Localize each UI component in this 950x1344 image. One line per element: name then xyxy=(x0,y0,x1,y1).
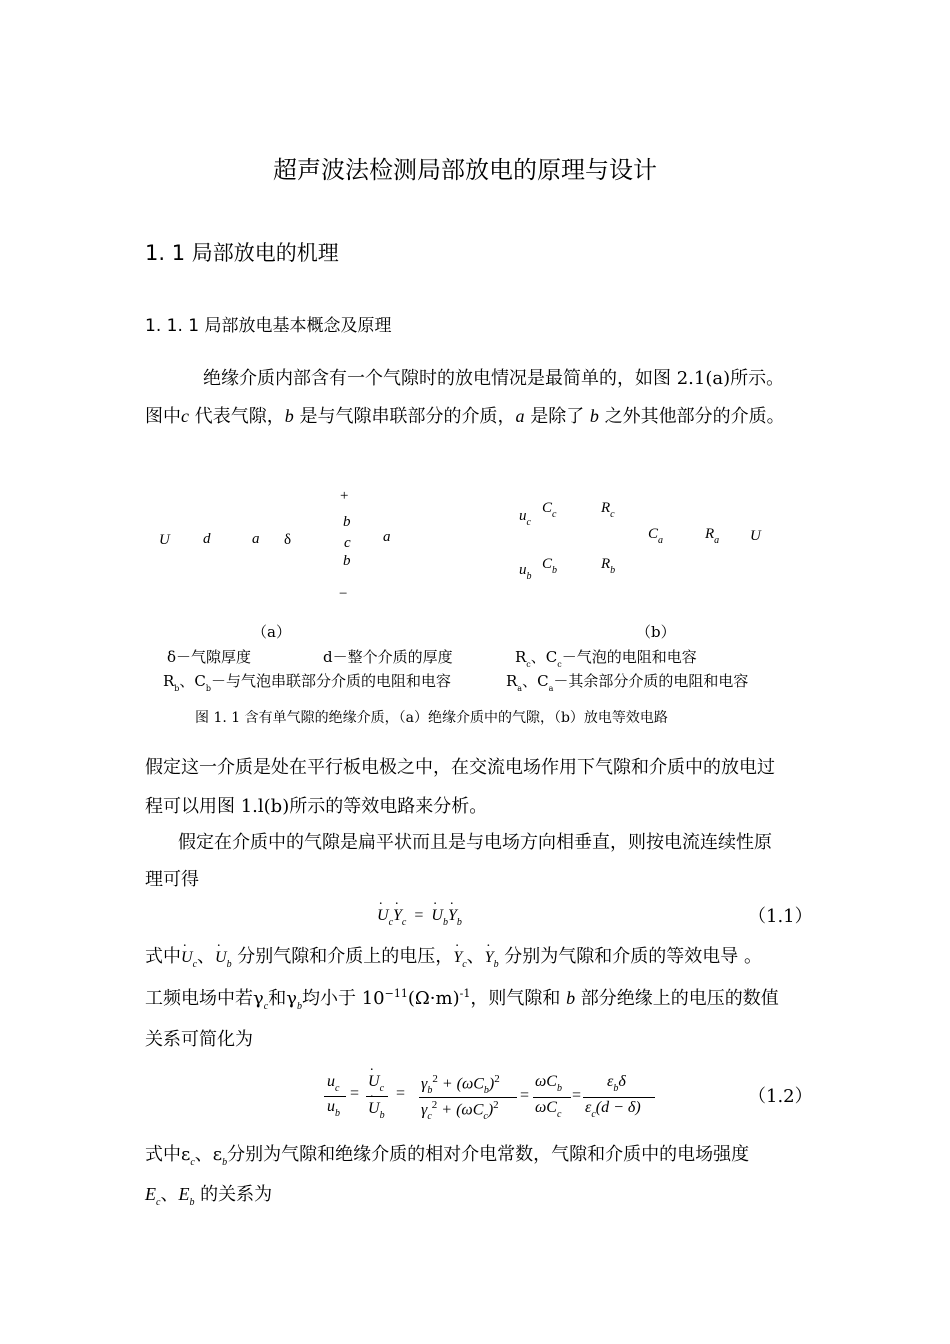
fig-b-label-Rc: $R_c$ xyxy=(601,500,615,520)
fig-a-label-delta: δ xyxy=(284,532,292,548)
paragraph-2-line-2: 程可以用图 1.l(b)所示的等效电路来分析。 xyxy=(145,796,488,817)
legend-rb-cb: $R_b$、$C_b-$与气泡串联部分介质的电阻和电容 xyxy=(163,672,452,693)
subsection-heading: 1. 1. 1 局部放电基本概念及原理 xyxy=(145,316,392,336)
var-b: b xyxy=(589,406,599,426)
page-title: 超声波法检测局部放电的原理与设计 xyxy=(273,156,657,184)
fig-a-label-plus: + xyxy=(340,488,349,504)
paragraph-5-line-1: 式中$\varepsilon_c$、$\varepsilon_b$分别为气隙和绝缘介质的相对介电常数，气隙和介质中的电场强度 xyxy=(145,1144,750,1168)
fig-b-label-Rb: $R_b$ xyxy=(601,556,616,576)
paragraph-4-line-2: 工频电场中若$\gamma_c$和$\gamma_b$均小于 $10^{-11}(\Omega\cdot m)^{-1}$，则气隙和 b 部分绝缘上的电压的数值 xyxy=(145,987,779,1012)
equation-1-1-number: （1.1） xyxy=(748,906,813,927)
equation-1-2-number: （1.2） xyxy=(748,1086,813,1107)
paragraph-1-line-1: 绝缘介质内部含有一个气隙时的放电情况是最简单的，如图 2.1(a)所示。 xyxy=(203,368,785,389)
fig-b-label-uc: $u_c$ xyxy=(519,508,531,528)
text: 之外其他部分的介质。 xyxy=(598,406,785,427)
fig-a-label-b-bottom: b xyxy=(343,553,351,569)
var-b: b xyxy=(284,406,294,426)
section-heading: 1. 1 局部放电的机理 xyxy=(145,241,339,265)
fig-a-label-b-top: b xyxy=(343,514,351,530)
legend-d: d－整个介质的厚度 xyxy=(323,648,453,666)
fig-a-label-U: U xyxy=(159,532,170,548)
legend-ra-ca: $R_a$、$C_a-$其余部分介质的电阻和电容 xyxy=(506,672,749,693)
text: 是与气隙串联部分的介质， xyxy=(293,406,516,427)
fig-b-label-Ca: $C_a$ xyxy=(648,526,664,546)
equation-1-1: . $U_c$. $Y_c$ = . $U_b$. $Y_b$ xyxy=(377,907,462,925)
text: 图中 xyxy=(145,406,181,427)
paragraph-3-line-2: 理可得 xyxy=(145,869,199,890)
paragraph-3-line-1: 假定在介质中的气隙是扁平状而且是与电场方向相垂直，则按电流连续性原 xyxy=(178,832,772,853)
text: 是除了 xyxy=(524,406,590,427)
paragraph-2-line-1: 假定这一介质是处在平行板电极之中，在交流电场作用下气隙和介质中的放电过 xyxy=(145,757,775,778)
paragraph-4-line-3: 关系可简化为 xyxy=(145,1029,253,1050)
legend-rc-cc: $R_c$、$C_c-$气泡的电阻和电容 xyxy=(515,648,697,669)
fig-a-label-c: c xyxy=(344,535,351,551)
fig-a-label-a: a xyxy=(252,531,260,547)
fig-b-label-ub: $u_b$ xyxy=(519,562,532,582)
var-c: c xyxy=(181,406,189,426)
fig-b-label-Cb: $C_b$ xyxy=(542,556,558,576)
paragraph-1-line-2 xyxy=(145,402,785,428)
fig-a-label-minus: − xyxy=(339,586,348,602)
figure-caption: 图 1. 1 含有单气隙的绝缘介质，（a）绝缘介质中的气隙，（b）放电等效电路 xyxy=(195,710,668,726)
paragraph-4-line-1: 式中. $U_c$、. $U_b$ 分别气隙和介质上的电压，. $Y_c$、. $Y_b$ 分别为气隙和介质的等效电导 。 xyxy=(145,942,762,968)
fig-a-label-a-right: a xyxy=(383,529,391,545)
fig-b-label-U: U xyxy=(750,528,761,544)
figure-tag-b: （b） xyxy=(636,623,676,641)
fig-b-label-Ra: $R_a$ xyxy=(705,526,720,546)
fig-b-label-Cc: $C_c$ xyxy=(542,500,557,520)
paragraph-5-line-2: $E_c$、$E_b$ 的关系为 xyxy=(145,1184,273,1208)
figure-tag-a: （a） xyxy=(252,623,291,641)
var-a: a xyxy=(515,406,525,426)
fig-a-label-d: d xyxy=(203,531,211,547)
text: 代表气隙， xyxy=(189,406,285,427)
legend-delta: δ－气隙厚度 xyxy=(167,648,252,666)
